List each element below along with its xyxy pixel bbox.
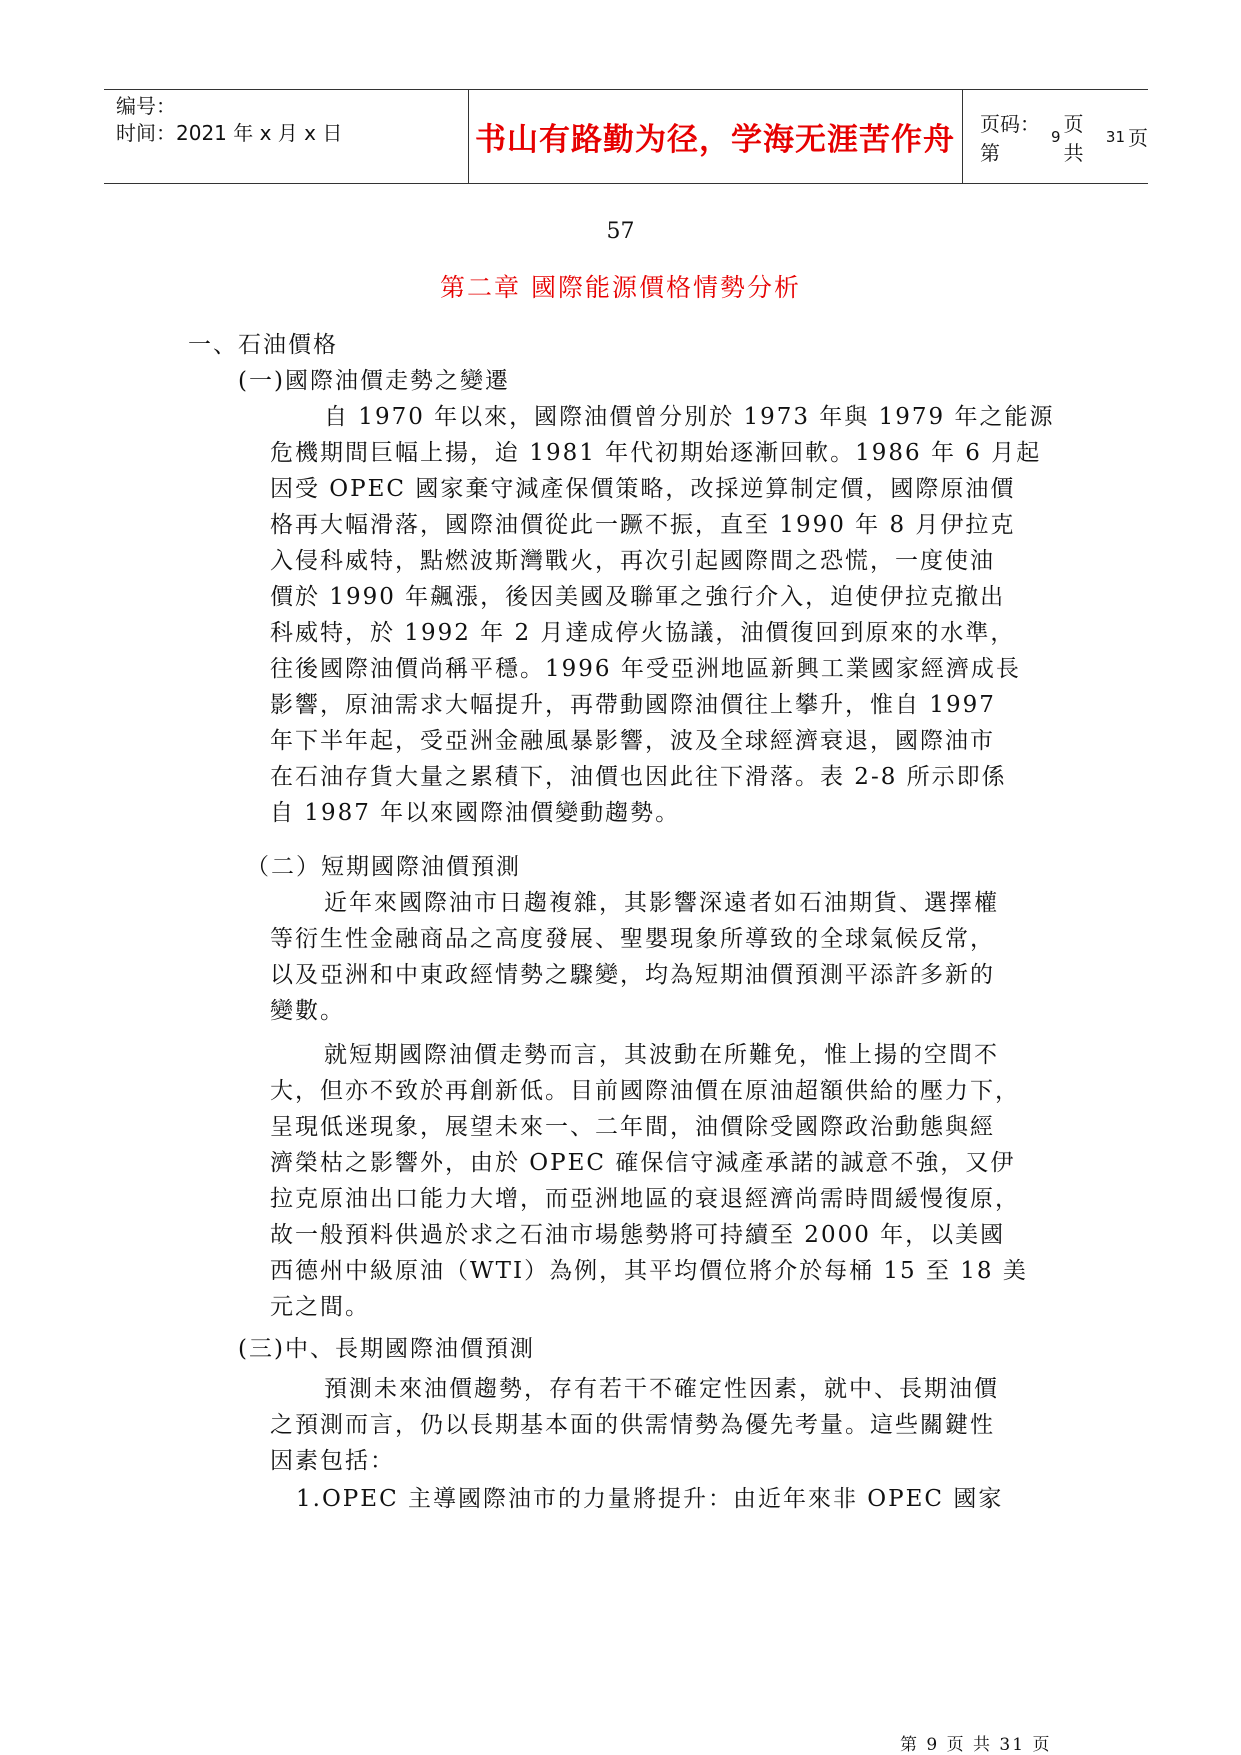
- header-motto: 书山有路勤为径，学海无涯苦作舟: [475, 122, 955, 158]
- paragraph-line: 價於 1990 年飆漲，後因美國及聯軍之強行介入，迫使伊拉克撤出: [270, 584, 1006, 610]
- paragraph-line: 元之間。: [270, 1294, 370, 1320]
- paragraph-line: 就短期國際油價走勢而言，其波動在所難免，惟上揚的空間不: [324, 1042, 999, 1068]
- paragraph-line: 往後國際油價尚稱平穩。1996 年受亞洲地區新興工業國家經濟成長: [270, 656, 1021, 682]
- document-header: [104, 89, 1148, 184]
- paragraph-line: 西德州中級原油（WTI）為例，其平均價位將介於每桶 15 至 18 美: [270, 1258, 1028, 1284]
- paragraph-line: 拉克原油出口能力大增，而亞洲地區的衰退經濟尚需時間緩慢復原，: [270, 1186, 1020, 1212]
- header-page-total: 31: [1105, 127, 1125, 146]
- paragraph-line: 在石油存貨大量之累積下，油價也因此往下滑落。表 2-8 所示即係: [270, 764, 1007, 790]
- paragraph-line: 格再大幅滑落，國際油價從此一蹶不振，直至 1990 年 8 月伊拉克: [270, 512, 1016, 538]
- paragraph-line: 等衍生性金融商品之高度發展、聖嬰現象所導致的全球氣候反常，: [270, 926, 995, 952]
- paragraph-line: 大，但亦不致於再創新低。目前國際油價在原油超額供給的壓力下，: [270, 1078, 1020, 1104]
- paragraph-line: 以及亞洲和中東政經情勢之驟變，均為短期油價預測平添許多新的: [270, 962, 995, 988]
- paragraph-line: 自 1987 年以來國際油價變動趨勢。: [270, 800, 681, 826]
- paragraph-4: [270, 1371, 1060, 1479]
- page-footer: 第 9 页 共 31 页: [900, 1735, 1052, 1755]
- header-page-current: 9: [1050, 127, 1061, 146]
- paragraph-line: 科威特，於 1992 年 2 月達成停火協議，油價復回到原來的水準，: [270, 620, 1016, 646]
- paragraph-line: 近年來國際油市日趨複雜，其影響深遠者如石油期貨、選擇權: [324, 890, 999, 916]
- paragraph-2: [270, 885, 1060, 1029]
- page-number: 57: [606, 219, 635, 244]
- paragraph-line: 呈現低迷現象，展望未來一、二年間，油價除受國際政治動態與經: [270, 1114, 995, 1140]
- paragraph-line: 影響，原油需求大幅提升，再帶動國際油價往上攀升，惟自 1997: [270, 692, 996, 718]
- list-item-1: 1.OPEC 主導國際油市的力量將提升：由近年來非 OPEC 國家: [296, 1486, 1004, 1512]
- paragraph-line: 危機期間巨幅上揚，迨 1981 年代初期始逐漸回軟。1986 年 6 月起: [270, 440, 1042, 466]
- paragraph-3: [270, 1037, 1060, 1325]
- chapter-title: 第二章 國際能源價格情勢分析: [440, 273, 801, 302]
- paragraph-line: 自 1970 年以來，國際油價曾分別於 1973 年與 1979 年之能源: [324, 404, 1055, 430]
- header-motto-cell: [468, 90, 963, 183]
- section-heading: 一、石油價格: [188, 332, 338, 358]
- header-meta: [116, 90, 469, 183]
- subsection-heading-3: (三)中、長期國際油價預測: [238, 1336, 535, 1362]
- header-page-prefix: 页码：第: [980, 111, 1040, 165]
- header-number-label: 编号：: [116, 94, 176, 118]
- subsection-heading-2: （二）短期國際油價預測: [246, 854, 521, 880]
- paragraph-line: 故一般預料供過於求之石油市場態勢將可持續至 2000 年，以美國: [270, 1222, 1006, 1248]
- paragraph-line: 之預測而言，仍以長期基本面的供需情勢為優先考量。這些關鍵性: [270, 1412, 995, 1438]
- paragraph-line: 年下半年起，受亞洲金融風暴影響，波及全球經濟衰退，國際油市: [270, 728, 995, 754]
- paragraph-line: 因受 OPEC 國家棄守減產保價策略，改採逆算制定價，國際原油價: [270, 476, 1016, 502]
- paragraph-1: [270, 399, 1060, 831]
- paragraph-line: 預測未來油價趨勢，存有若干不確定性因素，就中、長期油價: [324, 1376, 999, 1402]
- paragraph-line: 濟榮枯之影響外，由於 OPEC 確保信守減產承諾的誠意不強，又伊: [270, 1150, 1016, 1176]
- paragraph-line: 變數。: [270, 998, 345, 1024]
- header-time-label: 时间：2021 年 x 月 x 日: [116, 121, 343, 145]
- paragraph-line: 因素包括：: [270, 1448, 395, 1474]
- subsection-heading-1: (一)國際油價走勢之變遷: [238, 368, 510, 394]
- header-page-suffix: 页: [1128, 126, 1148, 150]
- header-page-info: [962, 90, 1148, 183]
- header-page-mid: 页 共: [1063, 111, 1084, 165]
- paragraph-line: 入侵科威特，點燃波斯灣戰火，再次引起國際間之恐慌，一度使油: [270, 548, 995, 574]
